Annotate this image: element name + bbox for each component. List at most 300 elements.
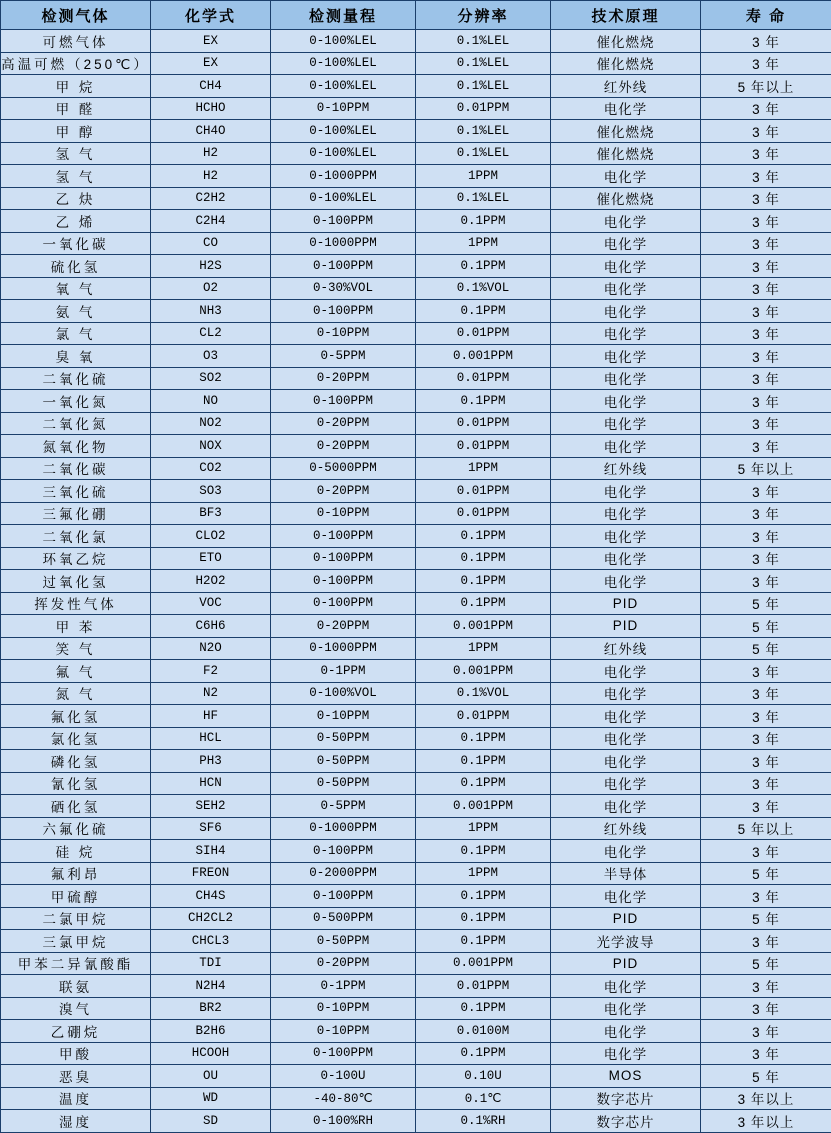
cell-formula: NOX	[151, 435, 271, 458]
cell-lifespan: 3 年	[701, 30, 831, 53]
cell-technology: 电化学	[551, 682, 701, 705]
cell-range: 0-10PPM	[271, 1020, 416, 1043]
cell-resolution: 0.1%LEL	[416, 187, 551, 210]
cell-resolution: 1PPM	[416, 817, 551, 840]
cell-formula: CO	[151, 232, 271, 255]
cell-range: 0-1000PPM	[271, 817, 416, 840]
cell-formula: SO3	[151, 480, 271, 503]
table-header-row	[1, 1, 831, 30]
cell-technology: 电化学	[551, 165, 701, 188]
cell-gas-name: 挥发性气体	[1, 592, 151, 615]
cell-gas-name: 甲苯二异氰酸酯	[1, 952, 151, 975]
cell-gas-name: 氟利昂	[1, 862, 151, 885]
table-row	[1, 300, 831, 323]
cell-lifespan: 3 年	[701, 345, 831, 368]
table-row	[1, 187, 831, 210]
cell-resolution: 0.001PPM	[416, 615, 551, 638]
cell-formula: SF6	[151, 817, 271, 840]
column-header-technology: 技术原理	[551, 1, 701, 30]
cell-resolution: 0.1PPM	[416, 930, 551, 953]
table-row	[1, 997, 831, 1020]
cell-range: 0-10PPM	[271, 322, 416, 345]
cell-lifespan: 3 年	[701, 187, 831, 210]
cell-range: 0-50PPM	[271, 750, 416, 773]
cell-lifespan: 3 年	[701, 547, 831, 570]
cell-lifespan: 3 年	[701, 480, 831, 503]
cell-range: 0-2000PPM	[271, 862, 416, 885]
cell-formula: CH4O	[151, 120, 271, 143]
cell-lifespan: 3 年	[701, 1020, 831, 1043]
cell-resolution: 0.01PPM	[416, 367, 551, 390]
cell-range: 0-20PPM	[271, 480, 416, 503]
cell-formula: NO	[151, 390, 271, 413]
cell-resolution: 0.1%LEL	[416, 75, 551, 98]
table-row	[1, 75, 831, 98]
cell-gas-name: 乙硼烷	[1, 1020, 151, 1043]
cell-lifespan: 3 年	[701, 525, 831, 548]
column-header-formula: 化学式	[151, 1, 271, 30]
table-header	[1, 1, 831, 30]
cell-resolution: 0.01PPM	[416, 975, 551, 998]
cell-range: 0-100%LEL	[271, 187, 416, 210]
cell-technology: 电化学	[551, 795, 701, 818]
cell-lifespan: 3 年	[701, 570, 831, 593]
cell-gas-name: 二氧化碳	[1, 457, 151, 480]
cell-gas-name: 氨 气	[1, 300, 151, 323]
cell-resolution: 0.01PPM	[416, 435, 551, 458]
cell-gas-name: 乙 烯	[1, 210, 151, 233]
table-row	[1, 232, 831, 255]
cell-resolution: 0.01PPM	[416, 480, 551, 503]
cell-lifespan: 3 年	[701, 367, 831, 390]
cell-resolution: 0.01PPM	[416, 412, 551, 435]
cell-lifespan: 5 年以上	[701, 457, 831, 480]
cell-lifespan: 3 年	[701, 165, 831, 188]
cell-range: 0-100PPM	[271, 840, 416, 863]
cell-gas-name: 氟化氢	[1, 705, 151, 728]
cell-resolution: 0.1PPM	[416, 547, 551, 570]
cell-gas-name: 甲 醛	[1, 97, 151, 120]
cell-resolution: 0.1PPM	[416, 255, 551, 278]
cell-formula: BR2	[151, 997, 271, 1020]
cell-technology: 电化学	[551, 705, 701, 728]
cell-lifespan: 3 年	[701, 885, 831, 908]
cell-range: 0-100PPM	[271, 547, 416, 570]
cell-formula: CH4S	[151, 885, 271, 908]
table-row	[1, 660, 831, 683]
cell-technology: PID	[551, 615, 701, 638]
cell-technology: 光学波导	[551, 930, 701, 953]
cell-technology: 催化燃烧	[551, 30, 701, 53]
cell-formula: SIH4	[151, 840, 271, 863]
cell-lifespan: 3 年	[701, 210, 831, 233]
cell-resolution: 1PPM	[416, 457, 551, 480]
cell-range: 0-100PPM	[271, 885, 416, 908]
cell-resolution: 0.1PPM	[416, 210, 551, 233]
cell-technology: PID	[551, 907, 701, 930]
cell-lifespan: 3 年	[701, 772, 831, 795]
cell-formula: HCOOH	[151, 1042, 271, 1065]
cell-resolution: 0.001PPM	[416, 660, 551, 683]
cell-gas-name: 臭 氧	[1, 345, 151, 368]
cell-lifespan: 3 年	[701, 750, 831, 773]
cell-range: 0-5000PPM	[271, 457, 416, 480]
cell-lifespan: 5 年	[701, 907, 831, 930]
cell-range: 0-100%LEL	[271, 120, 416, 143]
cell-formula: VOC	[151, 592, 271, 615]
cell-technology: PID	[551, 952, 701, 975]
cell-range: 0-100PPM	[271, 525, 416, 548]
cell-lifespan: 3 年	[701, 795, 831, 818]
cell-formula: WD	[151, 1087, 271, 1110]
cell-formula: O2	[151, 277, 271, 300]
table-row	[1, 727, 831, 750]
table-row	[1, 1042, 831, 1065]
cell-range: 0-100PPM	[271, 210, 416, 233]
cell-gas-name: 氟 气	[1, 660, 151, 683]
table-row	[1, 255, 831, 278]
table-row	[1, 412, 831, 435]
cell-formula: C2H2	[151, 187, 271, 210]
cell-gas-name: 可燃气体	[1, 30, 151, 53]
cell-technology: 电化学	[551, 727, 701, 750]
table-body	[1, 30, 831, 1133]
cell-technology: 红外线	[551, 457, 701, 480]
cell-gas-name: 一氧化氮	[1, 390, 151, 413]
cell-resolution: 0.1%LEL	[416, 52, 551, 75]
cell-range: 0-100%LEL	[271, 75, 416, 98]
cell-resolution: 0.1PPM	[416, 525, 551, 548]
cell-technology: 红外线	[551, 75, 701, 98]
cell-resolution: 0.1%VOL	[416, 682, 551, 705]
cell-formula: CO2	[151, 457, 271, 480]
cell-resolution: 0.01PPM	[416, 97, 551, 120]
cell-formula: H2	[151, 142, 271, 165]
cell-range: 0-100PPM	[271, 592, 416, 615]
table-row	[1, 480, 831, 503]
cell-range: 0-20PPM	[271, 367, 416, 390]
cell-gas-name: 甲 苯	[1, 615, 151, 638]
cell-range: 0-100PPM	[271, 390, 416, 413]
cell-formula: EX	[151, 30, 271, 53]
table-row	[1, 1065, 831, 1088]
cell-gas-name: 高温可燃（250℃）	[1, 52, 151, 75]
table-row	[1, 615, 831, 638]
cell-gas-name: 乙 炔	[1, 187, 151, 210]
cell-gas-name: 氧 气	[1, 277, 151, 300]
cell-formula: PH3	[151, 750, 271, 773]
cell-lifespan: 3 年	[701, 705, 831, 728]
cell-formula: HF	[151, 705, 271, 728]
cell-lifespan: 3 年以上	[701, 1087, 831, 1110]
cell-gas-name: 二氧化氯	[1, 525, 151, 548]
table-row	[1, 345, 831, 368]
table-row	[1, 952, 831, 975]
cell-formula: F2	[151, 660, 271, 683]
table-row	[1, 975, 831, 998]
cell-gas-name: 三氧化硫	[1, 480, 151, 503]
cell-lifespan: 3 年以上	[701, 1110, 831, 1133]
table-row	[1, 210, 831, 233]
cell-lifespan: 3 年	[701, 300, 831, 323]
cell-range: 0-100%RH	[271, 1110, 416, 1133]
cell-formula: SO2	[151, 367, 271, 390]
cell-formula: C6H6	[151, 615, 271, 638]
cell-technology: 红外线	[551, 637, 701, 660]
cell-gas-name: 氮 气	[1, 682, 151, 705]
table-row	[1, 817, 831, 840]
cell-formula: N2O	[151, 637, 271, 660]
cell-resolution: 0.001PPM	[416, 952, 551, 975]
cell-lifespan: 3 年	[701, 52, 831, 75]
cell-resolution: 0.001PPM	[416, 795, 551, 818]
cell-lifespan: 5 年	[701, 637, 831, 660]
cell-lifespan: 3 年	[701, 930, 831, 953]
table-row	[1, 750, 831, 773]
cell-lifespan: 3 年	[701, 97, 831, 120]
cell-resolution: 0.1%VOL	[416, 277, 551, 300]
cell-lifespan: 5 年	[701, 862, 831, 885]
cell-technology: 数字芯片	[551, 1110, 701, 1133]
column-header-resolution: 分辨率	[416, 1, 551, 30]
cell-technology: 电化学	[551, 232, 701, 255]
table-row	[1, 705, 831, 728]
cell-technology: 电化学	[551, 1020, 701, 1043]
cell-resolution: 1PPM	[416, 232, 551, 255]
cell-technology: 电化学	[551, 502, 701, 525]
cell-resolution: 0.01PPM	[416, 705, 551, 728]
cell-technology: 电化学	[551, 750, 701, 773]
cell-gas-name: 氮氧化物	[1, 435, 151, 458]
cell-formula: OU	[151, 1065, 271, 1088]
cell-resolution: 0.1PPM	[416, 840, 551, 863]
cell-technology: 红外线	[551, 817, 701, 840]
cell-gas-name: 氯化氢	[1, 727, 151, 750]
cell-resolution: 0.1%RH	[416, 1110, 551, 1133]
table-row	[1, 457, 831, 480]
cell-formula: H2O2	[151, 570, 271, 593]
cell-lifespan: 5 年以上	[701, 817, 831, 840]
cell-resolution: 0.01PPM	[416, 322, 551, 345]
cell-formula: CLO2	[151, 525, 271, 548]
cell-range: 0-100%VOL	[271, 682, 416, 705]
column-header-lifespan: 寿 命	[701, 1, 831, 30]
cell-lifespan: 5 年	[701, 615, 831, 638]
cell-lifespan: 3 年	[701, 390, 831, 413]
cell-range: 0-500PPM	[271, 907, 416, 930]
cell-gas-name: 甲 醇	[1, 120, 151, 143]
cell-resolution: 0.1PPM	[416, 997, 551, 1020]
table-row	[1, 435, 831, 458]
cell-formula: H2	[151, 165, 271, 188]
cell-gas-name: 溴气	[1, 997, 151, 1020]
table-row	[1, 30, 831, 53]
cell-range: 0-50PPM	[271, 727, 416, 750]
cell-range: 0-100PPM	[271, 300, 416, 323]
cell-range: 0-1PPM	[271, 660, 416, 683]
table-row	[1, 142, 831, 165]
cell-gas-name: 恶臭	[1, 1065, 151, 1088]
cell-gas-name: 三氯甲烷	[1, 930, 151, 953]
cell-gas-name: 一氧化碳	[1, 232, 151, 255]
cell-technology: 电化学	[551, 390, 701, 413]
table-row	[1, 52, 831, 75]
cell-gas-name: 磷化氢	[1, 750, 151, 773]
table-row	[1, 1020, 831, 1043]
table-row	[1, 525, 831, 548]
cell-technology: 电化学	[551, 570, 701, 593]
cell-range: 0-100%LEL	[271, 142, 416, 165]
cell-resolution: 0.1PPM	[416, 1042, 551, 1065]
cell-formula: N2	[151, 682, 271, 705]
cell-resolution: 0.1PPM	[416, 390, 551, 413]
cell-lifespan: 3 年	[701, 435, 831, 458]
cell-formula: EX	[151, 52, 271, 75]
table-row	[1, 637, 831, 660]
cell-resolution: 1PPM	[416, 637, 551, 660]
cell-technology: 电化学	[551, 97, 701, 120]
cell-technology: 电化学	[551, 480, 701, 503]
cell-technology: 催化燃烧	[551, 120, 701, 143]
cell-technology: PID	[551, 592, 701, 615]
cell-gas-name: 甲硫醇	[1, 885, 151, 908]
cell-gas-name: 二氧化硫	[1, 367, 151, 390]
cell-technology: 电化学	[551, 435, 701, 458]
cell-gas-name: 硅 烷	[1, 840, 151, 863]
cell-range: 0-10PPM	[271, 705, 416, 728]
cell-range: 0-5PPM	[271, 795, 416, 818]
cell-gas-name: 联氨	[1, 975, 151, 998]
cell-range: 0-100U	[271, 1065, 416, 1088]
cell-resolution: 0.1%LEL	[416, 142, 551, 165]
cell-technology: 电化学	[551, 322, 701, 345]
cell-formula: SEH2	[151, 795, 271, 818]
cell-range: -40-80℃	[271, 1087, 416, 1110]
cell-gas-name: 甲 烷	[1, 75, 151, 98]
cell-lifespan: 3 年	[701, 232, 831, 255]
cell-gas-name: 氰化氢	[1, 772, 151, 795]
cell-formula: H2S	[151, 255, 271, 278]
table-row	[1, 592, 831, 615]
cell-technology: 电化学	[551, 210, 701, 233]
cell-range: 0-50PPM	[271, 930, 416, 953]
cell-lifespan: 3 年	[701, 412, 831, 435]
cell-lifespan: 3 年	[701, 277, 831, 300]
cell-technology: 催化燃烧	[551, 52, 701, 75]
cell-gas-name: 硒化氢	[1, 795, 151, 818]
cell-lifespan: 3 年	[701, 840, 831, 863]
table-row	[1, 682, 831, 705]
cell-range: 0-100%LEL	[271, 30, 416, 53]
cell-range: 0-100PPM	[271, 570, 416, 593]
cell-formula: O3	[151, 345, 271, 368]
cell-technology: 电化学	[551, 772, 701, 795]
cell-gas-name: 二氧化氮	[1, 412, 151, 435]
cell-resolution: 0.1PPM	[416, 570, 551, 593]
cell-technology: 数字芯片	[551, 1087, 701, 1110]
cell-lifespan: 3 年	[701, 322, 831, 345]
cell-gas-name: 硫化氢	[1, 255, 151, 278]
cell-technology: 电化学	[551, 885, 701, 908]
cell-gas-name: 氯 气	[1, 322, 151, 345]
cell-range: 0-50PPM	[271, 772, 416, 795]
cell-formula: FREON	[151, 862, 271, 885]
cell-gas-name: 笑 气	[1, 637, 151, 660]
cell-gas-name: 六氟化硫	[1, 817, 151, 840]
cell-gas-name: 氢 气	[1, 142, 151, 165]
cell-range: 0-100%LEL	[271, 52, 416, 75]
cell-technology: 催化燃烧	[551, 142, 701, 165]
table-row	[1, 120, 831, 143]
cell-resolution: 0.1PPM	[416, 907, 551, 930]
cell-formula: CH2CL2	[151, 907, 271, 930]
column-header-gas-name: 检测气体	[1, 1, 151, 30]
table-row	[1, 367, 831, 390]
cell-formula: HCL	[151, 727, 271, 750]
cell-range: 0-100PPM	[271, 1042, 416, 1065]
cell-lifespan: 3 年	[701, 255, 831, 278]
cell-formula: NH3	[151, 300, 271, 323]
cell-formula: ETO	[151, 547, 271, 570]
cell-lifespan: 3 年	[701, 727, 831, 750]
cell-range: 0-20PPM	[271, 952, 416, 975]
cell-resolution: 0.1PPM	[416, 750, 551, 773]
cell-lifespan: 5 年以上	[701, 75, 831, 98]
cell-technology: 催化燃烧	[551, 187, 701, 210]
cell-resolution: 0.0100M	[416, 1020, 551, 1043]
cell-range: 0-1000PPM	[271, 637, 416, 660]
cell-resolution: 0.01PPM	[416, 502, 551, 525]
cell-resolution: 0.1PPM	[416, 885, 551, 908]
cell-technology: 半导体	[551, 862, 701, 885]
cell-formula: CH4	[151, 75, 271, 98]
cell-gas-name: 环氧乙烷	[1, 547, 151, 570]
cell-formula: NO2	[151, 412, 271, 435]
cell-formula: HCHO	[151, 97, 271, 120]
cell-technology: 电化学	[551, 547, 701, 570]
cell-technology: 电化学	[551, 367, 701, 390]
cell-resolution: 0.1PPM	[416, 727, 551, 750]
cell-range: 0-1PPM	[271, 975, 416, 998]
table-row	[1, 885, 831, 908]
table-row	[1, 772, 831, 795]
cell-lifespan: 3 年	[701, 975, 831, 998]
cell-range: 0-30%VOL	[271, 277, 416, 300]
cell-technology: 电化学	[551, 277, 701, 300]
cell-formula: BF3	[151, 502, 271, 525]
cell-gas-name: 三氟化硼	[1, 502, 151, 525]
cell-technology: 电化学	[551, 412, 701, 435]
cell-lifespan: 3 年	[701, 660, 831, 683]
cell-lifespan: 3 年	[701, 997, 831, 1020]
cell-lifespan: 5 年	[701, 592, 831, 615]
table-row	[1, 97, 831, 120]
cell-range: 0-20PPM	[271, 412, 416, 435]
cell-technology: 电化学	[551, 997, 701, 1020]
cell-technology: 电化学	[551, 300, 701, 323]
cell-lifespan: 3 年	[701, 682, 831, 705]
cell-resolution: 0.1%LEL	[416, 120, 551, 143]
cell-formula: CHCL3	[151, 930, 271, 953]
cell-gas-name: 过氧化氢	[1, 570, 151, 593]
cell-gas-name: 甲酸	[1, 1042, 151, 1065]
cell-resolution: 0.1PPM	[416, 772, 551, 795]
table-row	[1, 1087, 831, 1110]
cell-range: 0-1000PPM	[271, 232, 416, 255]
column-header-range: 检测量程	[271, 1, 416, 30]
cell-gas-name: 湿度	[1, 1110, 151, 1133]
table-row	[1, 502, 831, 525]
